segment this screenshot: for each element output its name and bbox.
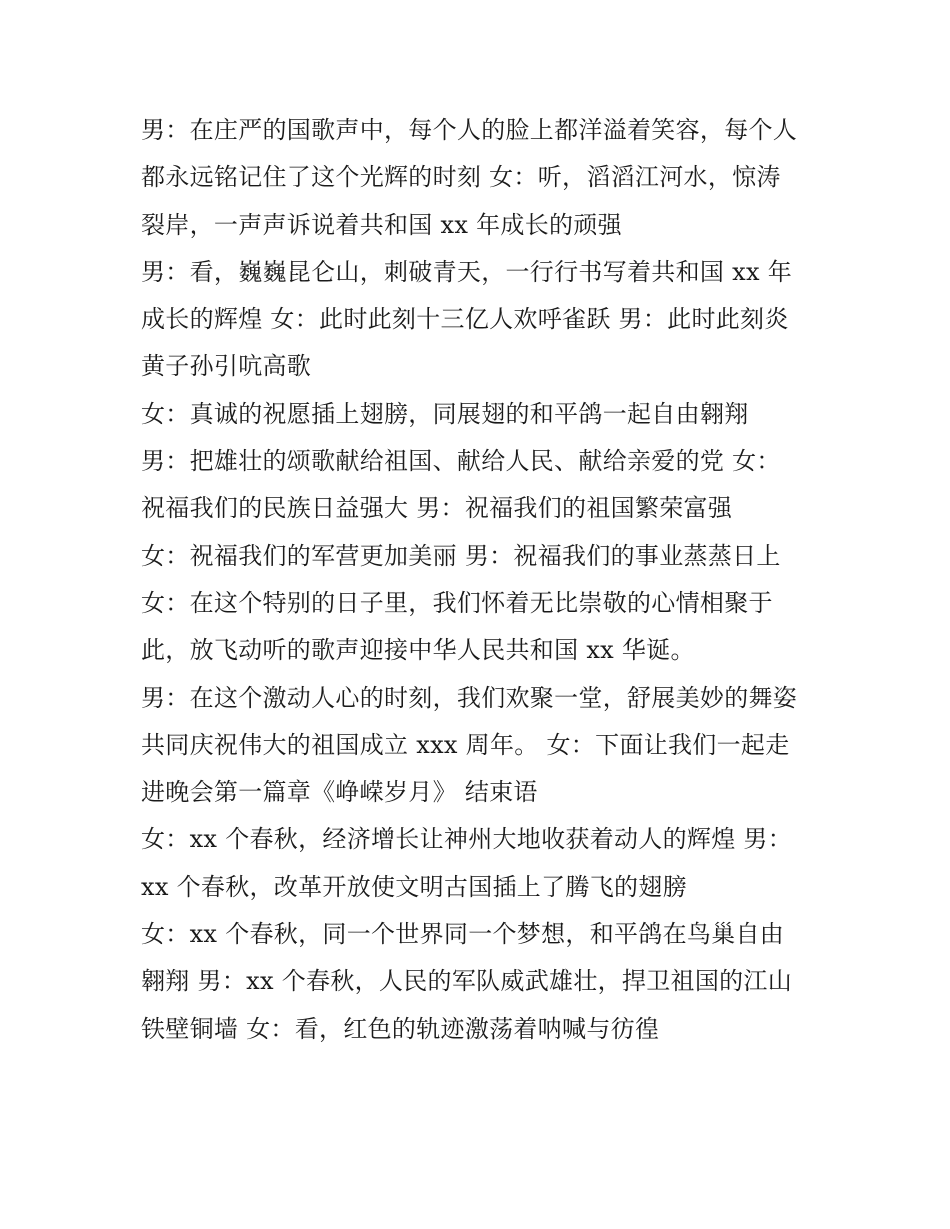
text-line: 铁壁铜墙 女：看，红色的轨迹激荡着呐喊与彷徨 (141, 1014, 660, 1043)
text-line: 翱翔 男：xx 个春秋，人民的军队威武雄壮，捍卫祖国的江山 (141, 967, 793, 996)
text-line: 女：在这个特别的日子里，我们怀着无比崇敬的心情相聚于 (141, 588, 773, 617)
text-line: 祝福我们的民族日益强大 男：祝福我们的祖国繁荣富强 (141, 494, 733, 523)
text-line: 女：祝福我们的军营更加美丽 男：祝福我们的事业蒸蒸日上 (141, 541, 781, 570)
text-line: 男：在庄严的国歌声中，每个人的脸上都洋溢着笑容，每个人 (141, 116, 798, 144)
text-line: 女：xx 个春秋，经济增长让神州大地收获着动人的辉煌 男： (141, 825, 793, 854)
text-line: 女：xx 个春秋，同一个世界同一个梦想，和平鸽在鸟巢自由 (141, 920, 785, 949)
text-line: 共同庆祝伟大的祖国成立 xxx 周年。 女：下面让我们一起走 (141, 730, 790, 759)
text-line: 男：看，巍巍昆仑山，刺破青天，一行行书写着共和国 xx 年 (141, 257, 793, 286)
document-body (141, 107, 821, 1053)
text-line: 裂岸，一声声诉说着共和国 xx 年成长的顽强 (141, 210, 622, 239)
text-line: xx 个春秋，改革开放使文明古国插上了腾飞的翅膀 (141, 872, 687, 901)
text-line: 女：真诚的祝愿插上翅膀，同展翅的和平鸽一起自由翱翔 (141, 399, 749, 428)
text-line: 都永远铭记住了这个光辉的时刻 女：听，滔滔江河水，惊涛 (141, 163, 781, 192)
text-line: 男：在这个激动人心的时刻，我们欢聚一堂，舒展美妙的舞姿 (141, 683, 798, 712)
text-line: 进晚会第一篇章《峥嵘岁月》 结束语 (141, 778, 538, 807)
text-line: 成长的辉煌 女：此时此刻十三亿人欢呼雀跃 男：此时此刻炎 (141, 305, 789, 334)
text-line: 男：把雄壮的颂歌献给祖国、献给人民、献给亲爱的党 女： (141, 447, 781, 476)
text-line: 黄子孙引吭高歌 (141, 352, 312, 381)
text-line: 此，放飞动听的歌声迎接中华人民共和国 xx 华诞。 (141, 636, 695, 665)
